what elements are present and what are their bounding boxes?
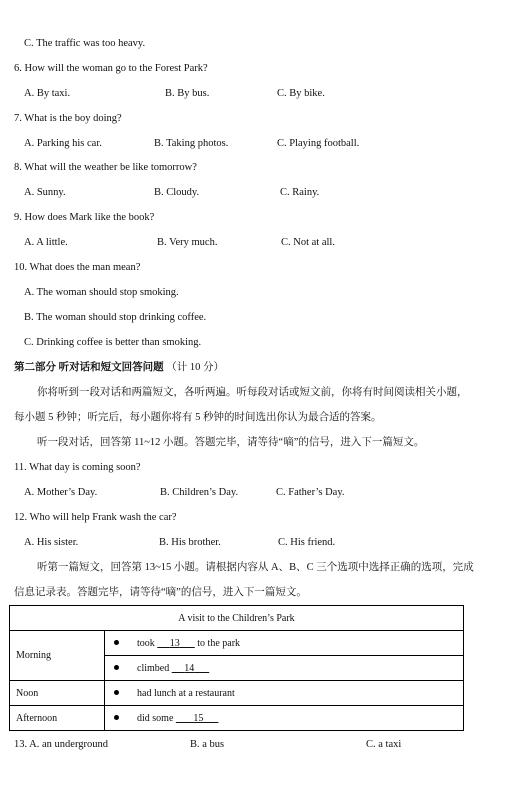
blank-14[interactable]: 14 <box>184 662 195 674</box>
q7-option-b: B. Taking photos. <box>154 138 229 149</box>
q5-option-c: C. The traffic was too heavy. <box>24 38 146 49</box>
q6-option-b: B. By bus. <box>165 88 210 99</box>
row-text: had lunch at a restaurant <box>137 687 235 699</box>
q13-option-c: C. a taxi <box>366 739 402 750</box>
q12-option-a: A. His sister. <box>24 537 79 548</box>
table-row-afternoon <box>105 706 464 731</box>
part2-dialogue-instruction: 听一段对话，回答第 11~12 小题。答题完毕，请等待“嘀”的信号，进入下一篇短文。 <box>37 437 425 448</box>
q11-option-c: C. Father’s Day. <box>276 487 345 498</box>
table-title: A visit to the Children’s Park <box>10 606 464 631</box>
row-text: did some <box>137 712 174 724</box>
question-10: 10. What does the man mean? <box>14 262 141 273</box>
bullet-icon <box>114 665 119 670</box>
q6-option-c: C. By bike. <box>277 88 325 99</box>
q8-option-b: B. Cloudy. <box>154 187 200 198</box>
section-score: （计 10 分） <box>166 362 224 373</box>
part2-intro-line2: 每小题 5 秒钟；听完后，每小题你将有 5 秒钟的时间选出你认为最合适的答案。 <box>14 412 382 423</box>
q11-option-a: A. Mother’s Day. <box>24 487 98 498</box>
question-7: 7. What is the boy doing? <box>14 113 122 124</box>
blank-15[interactable]: 15 <box>193 712 204 724</box>
q13-option-b: B. a bus <box>190 739 225 750</box>
q10-option-a: A. The woman should stop smoking. <box>24 287 179 298</box>
row-text-after: to the park <box>197 637 241 649</box>
q10-option-c: C. Drinking coffee is better than smoking. <box>24 337 202 348</box>
row-label-morning: Morning <box>10 631 105 681</box>
bullet-icon <box>114 690 119 695</box>
question-8: 8. What will the weather be like tomorrow? <box>14 162 197 173</box>
passage1-intro-line2: 信息记录表。答题完毕，请等待“嘀”的信号，进入下一篇短文。 <box>14 587 307 598</box>
q12-option-b: B. His brother. <box>159 537 221 548</box>
blank-13[interactable]: 13 <box>169 637 180 649</box>
bullet-icon <box>114 640 119 645</box>
table-row-noon <box>105 681 464 706</box>
q8-option-c: C. Rainy. <box>280 187 320 198</box>
info-record-table <box>9 605 464 731</box>
q10-option-b: B. The woman should stop drinking coffee. <box>24 312 207 323</box>
question-6: 6. How will the woman go to the Forest Park? <box>14 63 208 74</box>
bullet-icon <box>114 715 119 720</box>
part2-intro-line1: 你将听到一段对话和两篇短文，各听两遍。听每段对话或短文前，你将有时间阅读相关小题， <box>37 387 468 398</box>
question-11: 11. What day is coming soon? <box>14 462 141 473</box>
section-heading <box>14 361 224 375</box>
q9-option-a: A. A little. <box>24 237 68 248</box>
q7-option-c: C. Playing football. <box>277 138 360 149</box>
question-12: 12. Who will help Frank wash the car? <box>14 512 177 523</box>
q7-option-a: A. Parking his car. <box>24 138 102 149</box>
table-row-morning-1 <box>105 631 464 656</box>
row-label-afternoon: Afternoon <box>10 706 105 731</box>
q8-option-a: A. Sunny. <box>24 187 66 198</box>
q13-option-a: 13. A. an underground <box>14 739 109 750</box>
q9-option-c: C. Not at all. <box>281 237 335 248</box>
row-label-noon: Noon <box>10 681 105 706</box>
row-text: climbed <box>137 662 170 674</box>
table-row-morning-2 <box>105 656 464 681</box>
section-title: 第二部分 听对话和短文回答问题 <box>14 362 164 373</box>
row-text: took <box>137 637 155 649</box>
q11-option-b: B. Children’s Day. <box>160 487 239 498</box>
q6-option-a: A. By taxi. <box>24 88 71 99</box>
q12-option-c: C. His friend. <box>278 537 336 548</box>
question-9: 9. How does Mark like the book? <box>14 212 155 223</box>
passage1-intro-line1: 听第一篇短文，回答第 13~15 小题。请根据内容从 A、B、C 三个选项中选择正确的选项，完成 <box>37 562 474 573</box>
q9-option-b: B. Very much. <box>157 237 218 248</box>
